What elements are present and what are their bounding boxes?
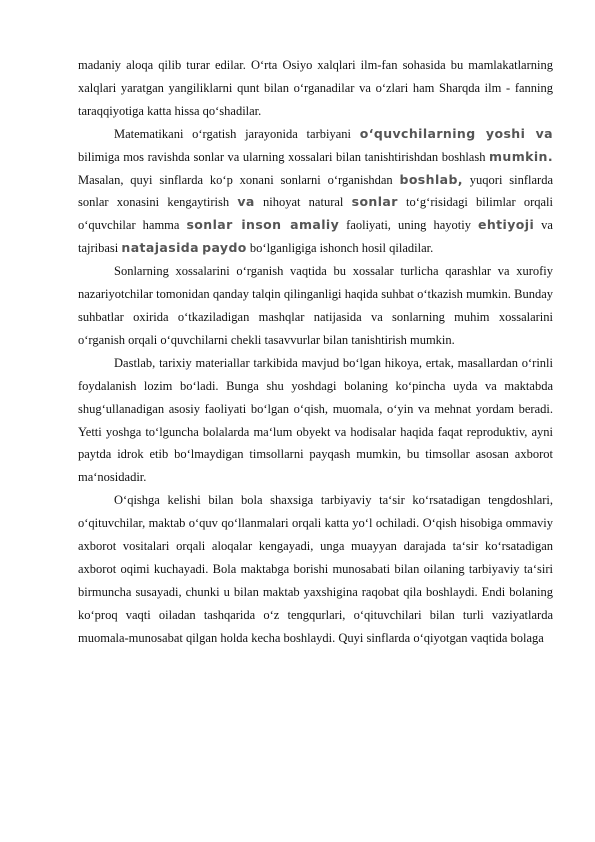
highlighted-phrase: va <box>237 194 255 210</box>
highlighted-phrase: sonlar inson amaliy <box>186 217 340 233</box>
highlighted-phrase: o‘quvchilarning yoshi va <box>359 125 554 141</box>
highlighted-phrase: boshlab, <box>399 171 463 187</box>
paragraph-5-text: O‘qishga kelishi bilan bola shaxsiga tarbiyaviy ta‘sir ko‘rsatadigan tengdoshlari, o‘qituvchilar, maktab o‘quv qo‘llanmalari orqali katta yo‘l ochiladi. O‘qish hisobiga ommaviy axborot vositalari orqali aloqalar kengayadi, unga muayyan darajada ta‘sir ko‘rsatadigan axborot oqimi kuchayadi. Bola maktabga borishi munosabati bilan oilaning tarbiyaviy ta‘siri birmuncha susayadi, chunki u bilan maktab yaxshigina raqobat qila boshlaydi. Endi bolaning ko‘proq vaqti oiladan tashqarida o‘z tengqurlari, o‘qituvchilari bilan turli vaziyatlarda muomala-munosabat qilgan holda kecha boshlaydi. Quyi sinflarda o‘qiyotgan vaqtida bolaga <box>78 493 553 645</box>
highlighted-phrase: natajasida <box>121 240 199 256</box>
highlighted-phrase: ehtiyoji <box>478 217 535 233</box>
text-run: Matematikani o‘rgatish jarayonida tarbiyani <box>114 126 360 141</box>
text-run: nihoyat natural <box>254 195 352 210</box>
paragraph-1-text: madaniy aloqa qilib turar edilar. O‘rta Osiyo xalqlari ilm-fan sohasida bu mamlakatlarning xalqlari yaratgan yangiliklarni qunt bilan o‘rganadilar va o‘zlari ham Sharqda ilm - fanning taraqqiyotiga katta hissa qo‘shadilar. <box>78 58 553 118</box>
text-run: faoliyati, uning hayotiy <box>339 218 478 233</box>
highlighted-phrase: sonlar <box>351 194 398 210</box>
highlighted-phrase: paydo <box>202 240 247 256</box>
highlighted-phrase: mumkin. <box>489 148 553 164</box>
paragraph-3 <box>78 260 553 352</box>
text-run: va tajribasi <box>78 218 553 256</box>
document-page <box>78 54 553 650</box>
paragraph-3-text: Sonlarning xossalarini o‘rganish vaqtida bu xossalar turlicha qarashlar va xurofiy nazariyotchilar tomonidan qanday talqin qilinganligi haqida suhbat o‘tkazish mumkin. Bunday suhbatlar oxirida o‘tkaziladigan mashqlar natijasida va sonlarning muhim xossalarini o‘rganish orqali o‘quvchilarni chekli tasavvurlar bilan tanishtirish mumkin. <box>78 264 553 347</box>
text-run: Masalan, quyi sinflarda ko‘p xonani sonlarni o‘rganishdan <box>78 172 400 187</box>
text-run: bilimiga mos ravishda sonlar va ularning xossalari bilan tanishtirishdan boshlash <box>78 149 489 164</box>
text-run: to‘g‘risidagi bilimlar orqali o‘quvchilar hamma <box>78 195 554 233</box>
paragraph-2 <box>78 123 553 260</box>
paragraph-5 <box>78 489 553 649</box>
text-run: bo‘lganligiga ishonch hosil qiladilar. <box>246 241 434 256</box>
paragraph-1 <box>78 54 553 123</box>
paragraph-4 <box>78 352 553 489</box>
paragraph-4-text: Dastlab, tarixiy materiallar tarkibida mavjud bo‘lgan hikoya, ertak, masallardan o‘rinli foydalanish lozim bo‘ladi. Bunga shu yoshdagi bolaning ko‘pincha uyda va maktabda shug‘ullanadigan asosiy faoliyati bo‘lgan o‘qish, muomala, o‘yin va mehnat yordam beradi. Yetti yoshga to‘lguncha bolalarda ma‘lum obyekt va hodisalar haqida faqat reproduktiv, ayni paytda idrok etib bo‘lmaydigan timsollarni payqash mumkin, bu timsollar asosan axborot ma‘nosidadir. <box>78 355 553 485</box>
text-run: yuqori sinflarda sonlar xonasini kengaytirish <box>78 172 553 210</box>
